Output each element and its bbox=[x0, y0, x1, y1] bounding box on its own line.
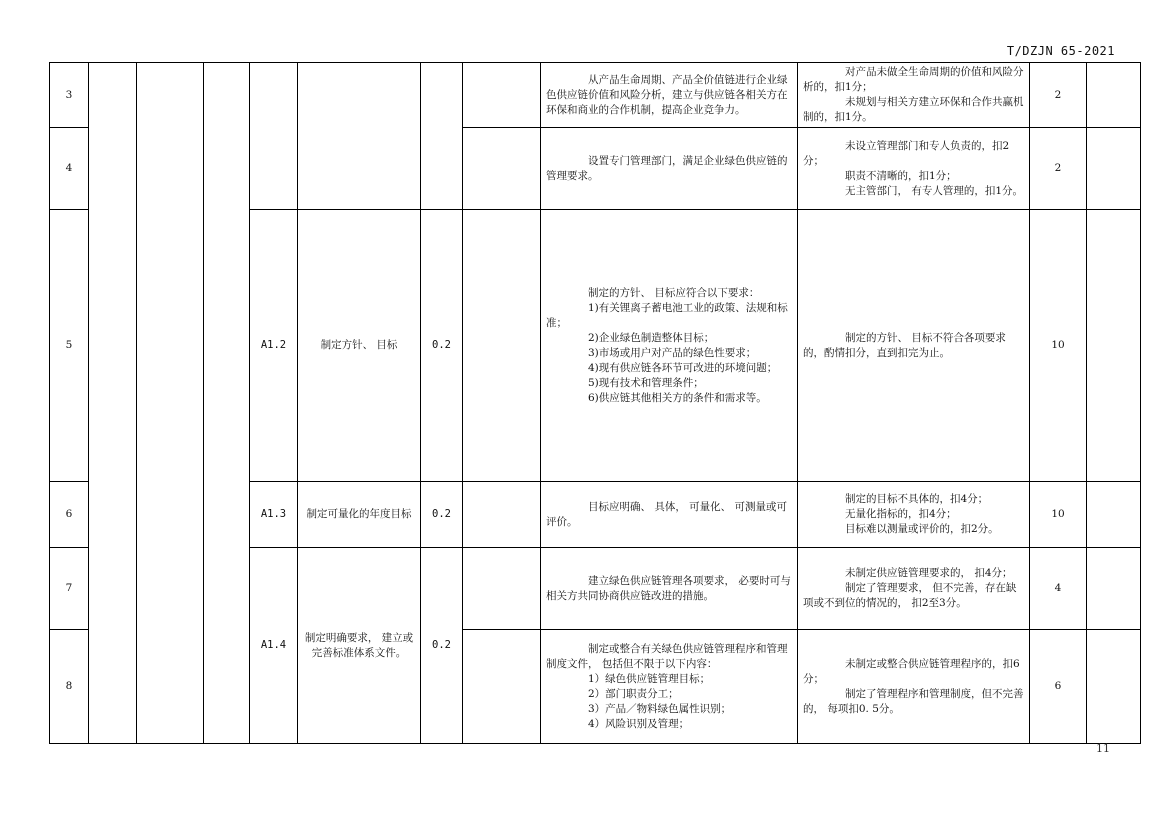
page-number: 11 bbox=[1096, 742, 1110, 755]
requirement-cell: 建立绿色供应链管理各项要求， 必要时可与相关方共同协商供应链改进的措施。 bbox=[541, 548, 798, 630]
scoring-cell: 制定的方针、 目标不符合各项要求的，酌情扣分，直到扣完为止。 bbox=[798, 210, 1030, 482]
scoring-line: 未规划与相关方建立环保和合作共赢机制的，扣1分。 bbox=[803, 96, 1024, 123]
item-cell: 制定可量化的年度目标 bbox=[298, 482, 421, 548]
scoring-line: 职责不清晰的，扣1分； bbox=[845, 169, 957, 182]
requirement-list-item: 4）风险识别及管理； bbox=[588, 717, 690, 730]
row-number: 6 bbox=[50, 482, 89, 548]
basis-cell bbox=[463, 63, 541, 128]
item-cell: 制定方针、 目标 bbox=[298, 210, 421, 482]
weight-cell: 0.2 bbox=[421, 548, 463, 744]
requirement-intro: 制定的方针、 目标应符合以下要求： bbox=[588, 286, 760, 299]
code-cell bbox=[250, 63, 298, 210]
basis-cell bbox=[463, 548, 541, 630]
actual-score-cell bbox=[1087, 630, 1141, 744]
basis-cell bbox=[463, 128, 541, 210]
requirement-cell: 从产品生命周期、产品全价值链进行企业绿色供应链价值和风险分析，建立与供应链各相关方在环保和商业的合作机制，提高企业竞争力。 bbox=[541, 63, 798, 128]
weight-cell bbox=[421, 63, 463, 210]
scoring-line: 制定了管理程序和管理制度，但不完善的， 每项扣0. 5分。 bbox=[803, 687, 1024, 715]
weight-cell: 0.2 bbox=[421, 210, 463, 482]
row-number: 7 bbox=[50, 548, 89, 630]
actual-score-cell bbox=[1087, 128, 1141, 210]
basis-cell bbox=[463, 210, 541, 482]
scoring-line: 未设立管理部门和专人负责的，扣2分； bbox=[803, 139, 1010, 167]
scoring-line: 对产品未做全生命周期的价值和风险分析的，扣1分； bbox=[803, 66, 1024, 93]
requirement-list-item: 6)供应链其他相关方的条件和需求等。 bbox=[588, 391, 767, 404]
basis-cell bbox=[463, 630, 541, 744]
scoring-line: 无量化指标的，扣4分； bbox=[845, 508, 957, 520]
table-row bbox=[50, 63, 1141, 128]
item-cell: 制定明确要求， 建立或完善标准体系文件。 bbox=[298, 548, 421, 744]
score-cell: 6 bbox=[1030, 630, 1087, 744]
standard-code: T/DZJN 65-2021 bbox=[1006, 44, 1115, 58]
scoring-cell bbox=[798, 630, 1030, 744]
requirement-list-item: 2)企业绿色制造整体目标； bbox=[588, 331, 715, 344]
row-number: 3 bbox=[50, 63, 89, 128]
scoring-line: 制定的目标不具体的，扣4分； bbox=[845, 493, 989, 505]
scoring-cell bbox=[798, 63, 1030, 128]
actual-score-cell bbox=[1087, 548, 1141, 630]
weight-cell: 0.2 bbox=[421, 482, 463, 548]
scoring-cell bbox=[798, 482, 1030, 548]
score-cell: 4 bbox=[1030, 548, 1087, 630]
scoring-cell bbox=[798, 548, 1030, 630]
requirement-cell bbox=[541, 210, 798, 482]
requirement-list-item: 5)现有技术和管理条件； bbox=[588, 376, 704, 389]
score-cell: 10 bbox=[1030, 210, 1087, 482]
scoring-line: 制定了管理要求， 但不完善，存在缺项或不到位的情况的， 扣2至3分。 bbox=[803, 582, 1017, 609]
score-cell: 10 bbox=[1030, 482, 1087, 548]
scoring-line: 未制定供应链管理要求的， 扣4分； bbox=[845, 567, 1013, 579]
basis-cell bbox=[463, 482, 541, 548]
requirement-list-item: 3)市场或用户对产品的绿色性要求； bbox=[588, 346, 757, 359]
requirement-cell bbox=[541, 630, 798, 744]
row-number: 4 bbox=[50, 128, 89, 210]
evaluation-table bbox=[49, 62, 1141, 744]
requirement-list-item: 4)现有供应链各环节可改进的环境问题； bbox=[588, 361, 778, 374]
score-cell: 2 bbox=[1030, 63, 1087, 128]
actual-score-cell bbox=[1087, 63, 1141, 128]
requirement-list-item: 3）产品／物料绿色属性识别； bbox=[588, 702, 732, 715]
scoring-cell bbox=[798, 128, 1030, 210]
scoring-line: 无主管部门， 有专人管理的，扣1分。 bbox=[845, 184, 1024, 197]
requirement-cell: 目标应明确、 具体， 可量化、 可测量或可评价。 bbox=[541, 482, 798, 548]
code-cell: A1.2 bbox=[250, 210, 298, 482]
requirement-list-item: 2）部门职责分工； bbox=[588, 687, 679, 700]
row-number: 5 bbox=[50, 210, 89, 482]
code-cell: A1.4 bbox=[250, 548, 298, 744]
requirement-list-item: 1）绿色供应链管理目标； bbox=[588, 672, 711, 685]
code-cell: A1.3 bbox=[250, 482, 298, 548]
actual-score-cell bbox=[1087, 482, 1141, 548]
requirement-cell: 设置专门管理部门，满足企业绿色供应链的管理要求。 bbox=[541, 128, 798, 210]
category-cell bbox=[204, 63, 250, 744]
category-cell bbox=[89, 63, 137, 744]
scoring-line: 目标难以测量或评价的，扣2分。 bbox=[845, 523, 999, 535]
item-cell bbox=[298, 63, 421, 210]
category-cell bbox=[137, 63, 204, 744]
requirement-list-item: 1)有关锂离子蓄电池工业的政策、法规和标准； bbox=[546, 301, 788, 329]
actual-score-cell bbox=[1087, 210, 1141, 482]
requirement-intro: 制定或整合有关绿色供应链管理程序和管理制度文件， 包括但不限于以下内容： bbox=[546, 642, 788, 670]
score-cell: 2 bbox=[1030, 128, 1087, 210]
scoring-line: 未制定或整合供应链管理程序的，扣6分； bbox=[803, 657, 1020, 685]
row-number: 8 bbox=[50, 630, 89, 744]
